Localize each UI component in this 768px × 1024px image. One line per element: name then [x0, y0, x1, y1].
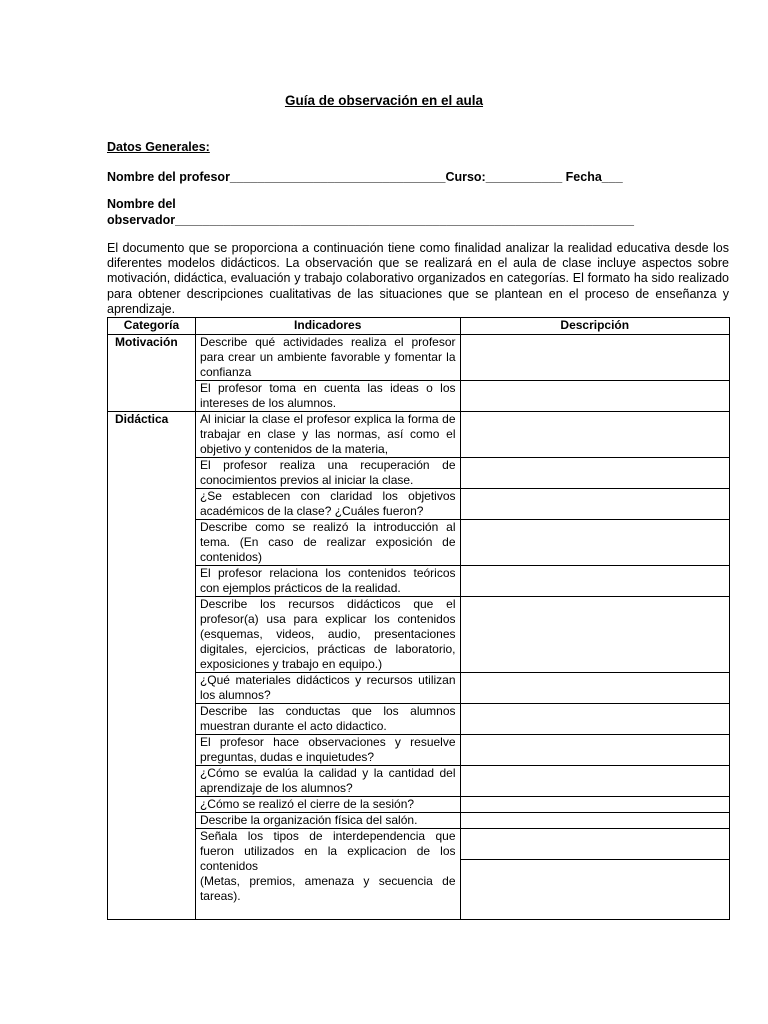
description-cell[interactable]	[460, 597, 729, 673]
table-row	[108, 412, 730, 458]
table-row	[108, 704, 730, 735]
indicator-cell: El profesor toma en cuenta las ideas o los intereses de los alumnos.	[195, 381, 460, 412]
header-indicadores: Indicadores	[195, 318, 460, 335]
category-motivacion: Motivación	[108, 335, 196, 412]
description-cell[interactable]	[460, 704, 729, 735]
table-row	[108, 597, 730, 673]
intro-paragraph: El documento que se proporciona a continuación tiene como finalidad analizar la realidad educativa desde los diferentes modelos didácticos. La observación que se realizará en el aula de clase incluye aspectos sobre motivación, didáctica, evaluación y trabajo colaborativo organizados en categorías. El formato ha sido realizado para obtener descripciones cualitativas de las situaciones que se plantean en el proceso de enseñanza y aprendizaje.	[107, 241, 729, 316]
description-cell[interactable]	[460, 766, 729, 797]
table-row	[108, 735, 730, 766]
indicator-text-extra: (Metas, premios, amenaza y secuencia de tareas).	[199, 874, 456, 903]
table-row	[108, 797, 730, 813]
table-row	[108, 829, 730, 920]
description-subcell[interactable]	[461, 829, 729, 859]
datos-generales-heading: Datos Generales:	[107, 140, 210, 154]
description-cell[interactable]	[460, 829, 729, 920]
description-cell[interactable]	[460, 335, 729, 381]
table-row	[108, 566, 730, 597]
indicator-cell: Describe como se realizó la introducción al tema. (En caso de realizar exposición de contenidos)	[195, 520, 460, 566]
table-row	[108, 766, 730, 797]
table-row	[108, 673, 730, 704]
indicator-cell-last	[195, 829, 460, 920]
description-subcell[interactable]	[461, 859, 729, 860]
indicator-cell: Describe las conductas que los alumnos muestran durante el acto didactico.	[195, 704, 460, 735]
observation-table	[107, 317, 730, 920]
description-cell[interactable]	[460, 566, 729, 597]
table-row	[108, 813, 730, 829]
table-row	[108, 489, 730, 520]
indicator-text: Señala los tipos de interdependencia que fueron utilizados en la explicacion de los contenidos	[199, 829, 456, 873]
document-title: Guía de observación en el aula	[284, 93, 484, 108]
nombre-observador-field: observador__________________________________________________________________	[107, 213, 634, 227]
nombre-profesor-field: Nombre del profesor_______________________________Curso:___________ Fecha___	[107, 170, 623, 184]
indicator-cell: ¿Qué materiales didácticos y recursos utilizan los alumnos?	[195, 673, 460, 704]
indicator-cell: Al iniciar la clase el profesor explica la forma de trabajar en clase y las normas, así como el objetivo y contenidos de la materia,	[195, 412, 460, 458]
indicator-cell: ¿Cómo se evalúa la calidad y la cantidad del aprendizaje de los alumnos?	[195, 766, 460, 797]
category-didactica: Didáctica	[108, 412, 196, 920]
table-row	[108, 335, 730, 381]
description-cell[interactable]	[460, 412, 729, 458]
header-descripcion: Descripción	[460, 318, 729, 335]
indicator-cell: Describe la organización física del salón.	[195, 813, 460, 829]
table-header-row	[108, 318, 730, 335]
description-split	[461, 829, 729, 860]
indicator-cell: ¿Se establecen con claridad los objetivos académicos de la clase? ¿Cuáles fueron?	[195, 489, 460, 520]
description-cell[interactable]	[460, 735, 729, 766]
description-cell[interactable]	[460, 813, 729, 829]
indicator-cell: Describe qué actividades realiza el profesor para crear un ambiente favorable y fomentar la confianza	[195, 335, 460, 381]
description-cell[interactable]	[460, 520, 729, 566]
indicator-cell: Describe los recursos didácticos que el profesor(a) usa para explicar los contenidos (esquemas, videos, audio, presentaciones digitales, ejercicios, prácticas de laboratorio, exposiciones y trabajo en equipo.)	[195, 597, 460, 673]
indicator-cell: El profesor hace observaciones y resuelve preguntas, dudas e inquietudes?	[195, 735, 460, 766]
description-cell[interactable]	[460, 489, 729, 520]
header-categoria: Categoría	[108, 318, 196, 335]
nombre-observador-label: Nombre del	[107, 197, 176, 211]
description-cell[interactable]	[460, 673, 729, 704]
description-cell[interactable]	[460, 797, 729, 813]
table-row	[108, 458, 730, 489]
description-cell[interactable]	[460, 458, 729, 489]
description-cell[interactable]	[460, 381, 729, 412]
table-row	[108, 520, 730, 566]
indicator-cell: El profesor realiza una recuperación de conocimientos previos al iniciar la clase.	[195, 458, 460, 489]
indicator-cell: El profesor relaciona los contenidos teóricos con ejemplos prácticos de la realidad.	[195, 566, 460, 597]
table-row	[108, 381, 730, 412]
indicator-cell: ¿Cómo se realizó el cierre de la sesión?	[195, 797, 460, 813]
